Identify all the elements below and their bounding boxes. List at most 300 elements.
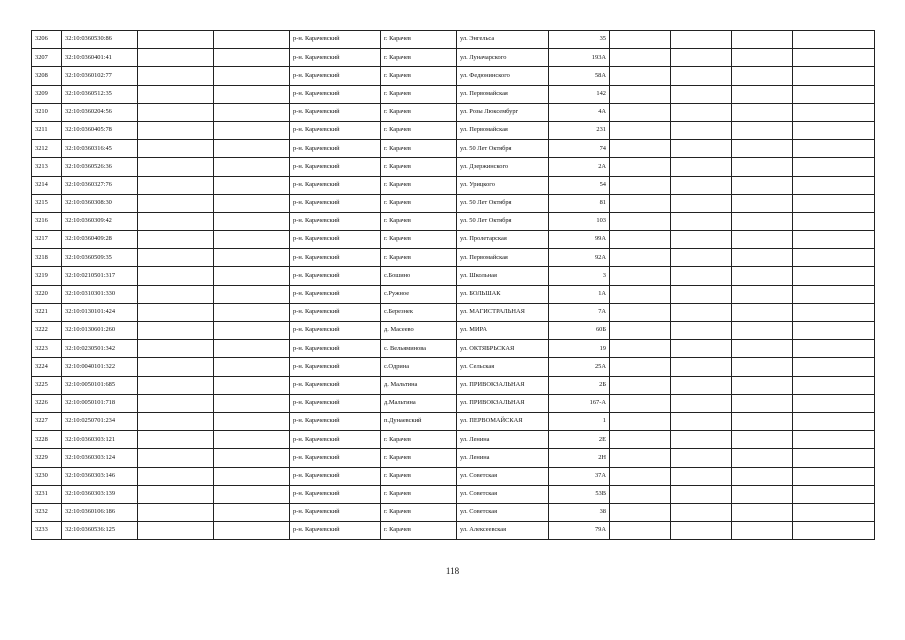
locality-cell: с. Вельяминова	[381, 340, 457, 358]
row-number-cell: 3210	[32, 103, 62, 121]
empty-cell	[214, 485, 290, 503]
locality-cell: г. Карачев	[381, 176, 457, 194]
table-row	[32, 140, 875, 158]
house-number-cell: 79А	[549, 522, 610, 540]
table-row	[32, 67, 875, 85]
empty-cell	[732, 103, 793, 121]
empty-cell	[793, 285, 875, 303]
district-cell: р-н. Карачевский	[290, 376, 381, 394]
empty-cell	[214, 467, 290, 485]
empty-cell	[138, 340, 214, 358]
house-number-cell: 53В	[549, 485, 610, 503]
locality-cell: г. Карачев	[381, 103, 457, 121]
locality-cell: д. Масеево	[381, 322, 457, 340]
empty-cell	[732, 412, 793, 430]
empty-cell	[671, 103, 732, 121]
empty-cell	[793, 376, 875, 394]
street-cell: ул. ПЕРВОМАЙСКАЯ	[457, 412, 549, 430]
empty-cell	[671, 67, 732, 85]
house-number-cell: 38	[549, 503, 610, 521]
house-number-cell: 1	[549, 412, 610, 430]
house-number-cell: 92А	[549, 249, 610, 267]
empty-cell	[732, 249, 793, 267]
empty-cell	[732, 467, 793, 485]
empty-cell	[793, 103, 875, 121]
cadastral-number-cell: 32:10:0360401:41	[62, 49, 138, 67]
empty-cell	[671, 176, 732, 194]
empty-cell	[214, 340, 290, 358]
table-row	[32, 194, 875, 212]
empty-cell	[610, 31, 671, 49]
table-row	[32, 49, 875, 67]
district-cell: р-н. Карачевский	[290, 49, 381, 67]
street-cell: ул. Сельская	[457, 358, 549, 376]
empty-cell	[793, 212, 875, 230]
table-row	[32, 503, 875, 521]
cadastral-number-cell: 32:10:0360309:42	[62, 212, 138, 230]
district-cell: р-н. Карачевский	[290, 340, 381, 358]
empty-cell	[793, 85, 875, 103]
cadastral-number-cell: 32:10:0310301:330	[62, 285, 138, 303]
table-row	[32, 31, 875, 49]
house-number-cell: 54	[549, 176, 610, 194]
house-number-cell: 2Б	[549, 376, 610, 394]
cadastral-number-cell: 32:10:0130101:424	[62, 303, 138, 321]
locality-cell: д.Мальтина	[381, 394, 457, 412]
empty-cell	[214, 322, 290, 340]
cadastral-number-cell: 32:10:0050101:685	[62, 376, 138, 394]
house-number-cell: 35	[549, 31, 610, 49]
empty-cell	[671, 394, 732, 412]
empty-cell	[610, 431, 671, 449]
empty-cell	[138, 31, 214, 49]
empty-cell	[610, 158, 671, 176]
empty-cell	[793, 449, 875, 467]
empty-cell	[732, 212, 793, 230]
empty-cell	[610, 376, 671, 394]
empty-cell	[138, 267, 214, 285]
row-number-cell: 3232	[32, 503, 62, 521]
locality-cell: с.Одрина	[381, 358, 457, 376]
table-row	[32, 358, 875, 376]
empty-cell	[732, 503, 793, 521]
cadastral-number-cell: 32:10:0360509:35	[62, 249, 138, 267]
house-number-cell: 3	[549, 267, 610, 285]
empty-cell	[610, 67, 671, 85]
empty-cell	[214, 412, 290, 430]
empty-cell	[671, 412, 732, 430]
empty-cell	[793, 176, 875, 194]
cadastral-number-cell: 32:10:0360303:139	[62, 485, 138, 503]
locality-cell: д. Мальтина	[381, 376, 457, 394]
house-number-cell: 142	[549, 85, 610, 103]
street-cell: ул. Советская	[457, 485, 549, 503]
cadastral-number-cell: 32:10:0360512:35	[62, 85, 138, 103]
empty-cell	[214, 140, 290, 158]
empty-cell	[732, 67, 793, 85]
district-cell: р-н. Карачевский	[290, 467, 381, 485]
empty-cell	[671, 431, 732, 449]
empty-cell	[732, 285, 793, 303]
district-cell: р-н. Карачевский	[290, 31, 381, 49]
row-number-cell: 3231	[32, 485, 62, 503]
empty-cell	[793, 322, 875, 340]
empty-cell	[793, 158, 875, 176]
empty-cell	[671, 303, 732, 321]
locality-cell: г. Карачев	[381, 485, 457, 503]
empty-cell	[671, 121, 732, 139]
empty-cell	[671, 85, 732, 103]
empty-cell	[793, 249, 875, 267]
locality-cell: г. Карачев	[381, 449, 457, 467]
empty-cell	[214, 522, 290, 540]
empty-cell	[671, 267, 732, 285]
table-row	[32, 285, 875, 303]
empty-cell	[610, 394, 671, 412]
street-cell: ул. ПРИВОКЗАЛЬНАЯ	[457, 376, 549, 394]
house-number-cell: 74	[549, 140, 610, 158]
cadastral-number-cell: 32:10:0250701:234	[62, 412, 138, 430]
district-cell: р-н. Карачевский	[290, 503, 381, 521]
street-cell: ул. Школьная	[457, 267, 549, 285]
row-number-cell: 3215	[32, 194, 62, 212]
locality-cell: г. Карачев	[381, 467, 457, 485]
empty-cell	[671, 285, 732, 303]
row-number-cell: 3226	[32, 394, 62, 412]
row-number-cell: 3206	[32, 31, 62, 49]
row-number-cell: 3216	[32, 212, 62, 230]
table-row	[32, 467, 875, 485]
locality-cell: г. Карачев	[381, 194, 457, 212]
empty-cell	[610, 176, 671, 194]
district-cell: р-н. Карачевский	[290, 522, 381, 540]
locality-cell: г. Карачев	[381, 121, 457, 139]
house-number-cell: 103	[549, 212, 610, 230]
empty-cell	[214, 394, 290, 412]
district-cell: р-н. Карачевский	[290, 394, 381, 412]
street-cell: ул. Первомайская	[457, 121, 549, 139]
empty-cell	[793, 303, 875, 321]
empty-cell	[214, 194, 290, 212]
empty-cell	[610, 285, 671, 303]
street-cell: ул. МАГИСТРАЛЬНАЯ	[457, 303, 549, 321]
empty-cell	[671, 522, 732, 540]
empty-cell	[610, 322, 671, 340]
empty-cell	[732, 303, 793, 321]
district-cell: р-н. Карачевский	[290, 158, 381, 176]
table-row	[32, 376, 875, 394]
district-cell: р-н. Карачевский	[290, 285, 381, 303]
street-cell: ул. Дзержинского	[457, 158, 549, 176]
empty-cell	[610, 85, 671, 103]
empty-cell	[793, 412, 875, 430]
empty-cell	[138, 358, 214, 376]
empty-cell	[793, 503, 875, 521]
row-number-cell: 3208	[32, 67, 62, 85]
district-cell: р-н. Карачевский	[290, 431, 381, 449]
locality-cell: г. Карачев	[381, 212, 457, 230]
empty-cell	[214, 67, 290, 85]
empty-cell	[138, 85, 214, 103]
empty-cell	[732, 85, 793, 103]
locality-cell: с.Бошино	[381, 267, 457, 285]
empty-cell	[610, 121, 671, 139]
empty-cell	[214, 431, 290, 449]
empty-cell	[671, 31, 732, 49]
empty-cell	[138, 158, 214, 176]
street-cell: ул. 50 Лет Октября	[457, 212, 549, 230]
registry-table	[31, 30, 875, 540]
house-number-cell: 2Е	[549, 431, 610, 449]
street-cell: ул. 50 Лет Октября	[457, 194, 549, 212]
empty-cell	[138, 412, 214, 430]
empty-cell	[214, 31, 290, 49]
row-number-cell: 3221	[32, 303, 62, 321]
cadastral-number-cell: 32:10:0360409:28	[62, 231, 138, 249]
empty-cell	[138, 322, 214, 340]
cadastral-number-cell: 32:10:0210501:317	[62, 267, 138, 285]
house-number-cell: 4А	[549, 103, 610, 121]
table-row	[32, 158, 875, 176]
street-cell: ул. ОКТЯБРЬСКАЯ	[457, 340, 549, 358]
empty-cell	[793, 49, 875, 67]
table-row	[32, 176, 875, 194]
locality-cell: г. Карачев	[381, 231, 457, 249]
row-number-cell: 3223	[32, 340, 62, 358]
empty-cell	[793, 140, 875, 158]
cadastral-number-cell: 32:10:0040101:322	[62, 358, 138, 376]
empty-cell	[138, 467, 214, 485]
empty-cell	[671, 449, 732, 467]
locality-cell: с.Ружное	[381, 285, 457, 303]
locality-cell: г. Карачев	[381, 140, 457, 158]
table-row	[32, 485, 875, 503]
empty-cell	[671, 49, 732, 67]
locality-cell: г. Карачев	[381, 158, 457, 176]
district-cell: р-н. Карачевский	[290, 303, 381, 321]
empty-cell	[610, 449, 671, 467]
empty-cell	[214, 212, 290, 230]
row-number-cell: 3213	[32, 158, 62, 176]
empty-cell	[793, 431, 875, 449]
row-number-cell: 3218	[32, 249, 62, 267]
street-cell: ул. Ленина	[457, 449, 549, 467]
district-cell: р-н. Карачевский	[290, 267, 381, 285]
cadastral-number-cell: 32:10:0360102:77	[62, 67, 138, 85]
empty-cell	[793, 121, 875, 139]
table-row	[32, 121, 875, 139]
empty-cell	[138, 176, 214, 194]
row-number-cell: 3211	[32, 121, 62, 139]
empty-cell	[793, 194, 875, 212]
empty-cell	[732, 176, 793, 194]
empty-cell	[138, 194, 214, 212]
empty-cell	[214, 176, 290, 194]
house-number-cell: 60Б	[549, 322, 610, 340]
locality-cell: г. Карачев	[381, 249, 457, 267]
street-cell: ул. Урицкого	[457, 176, 549, 194]
cadastral-number-cell: 32:10:0360106:186	[62, 503, 138, 521]
empty-cell	[610, 140, 671, 158]
cadastral-number-cell: 32:10:0360308:30	[62, 194, 138, 212]
empty-cell	[214, 49, 290, 67]
empty-cell	[793, 485, 875, 503]
table-row	[32, 449, 875, 467]
house-number-cell: 37А	[549, 467, 610, 485]
empty-cell	[732, 394, 793, 412]
row-number-cell: 3229	[32, 449, 62, 467]
empty-cell	[793, 31, 875, 49]
empty-cell	[138, 67, 214, 85]
district-cell: р-н. Карачевский	[290, 322, 381, 340]
row-number-cell: 3227	[32, 412, 62, 430]
locality-cell: с.Березнек	[381, 303, 457, 321]
empty-cell	[610, 231, 671, 249]
empty-cell	[671, 140, 732, 158]
locality-cell: г. Карачев	[381, 49, 457, 67]
empty-cell	[793, 394, 875, 412]
page-number: 118	[445, 566, 460, 576]
cadastral-number-cell: 32:10:0360526:36	[62, 158, 138, 176]
empty-cell	[610, 212, 671, 230]
empty-cell	[138, 485, 214, 503]
empty-cell	[610, 522, 671, 540]
district-cell: р-н. Карачевский	[290, 194, 381, 212]
table-row	[32, 85, 875, 103]
cadastral-number-cell: 32:10:0360204:56	[62, 103, 138, 121]
table-row	[32, 522, 875, 540]
empty-cell	[138, 249, 214, 267]
district-cell: р-н. Карачевский	[290, 485, 381, 503]
empty-cell	[732, 449, 793, 467]
empty-cell	[671, 503, 732, 521]
table-row	[32, 231, 875, 249]
empty-cell	[793, 67, 875, 85]
empty-cell	[138, 376, 214, 394]
empty-cell	[671, 231, 732, 249]
street-cell: ул. Федюнинского	[457, 67, 549, 85]
table-row	[32, 431, 875, 449]
empty-cell	[138, 431, 214, 449]
empty-cell	[138, 140, 214, 158]
table-row	[32, 267, 875, 285]
empty-cell	[671, 340, 732, 358]
row-number-cell: 3220	[32, 285, 62, 303]
cadastral-number-cell: 32:10:0360327:76	[62, 176, 138, 194]
district-cell: р-н. Карачевский	[290, 231, 381, 249]
empty-cell	[732, 158, 793, 176]
empty-cell	[732, 522, 793, 540]
district-cell: р-н. Карачевский	[290, 412, 381, 430]
district-cell: р-н. Карачевский	[290, 103, 381, 121]
street-cell: ул. Первомайская	[457, 85, 549, 103]
cadastral-number-cell: 32:10:0360303:124	[62, 449, 138, 467]
empty-cell	[610, 249, 671, 267]
house-number-cell: 167-А	[549, 394, 610, 412]
locality-cell: г. Карачев	[381, 31, 457, 49]
empty-cell	[793, 467, 875, 485]
street-cell: ул. Советская	[457, 467, 549, 485]
empty-cell	[610, 358, 671, 376]
street-cell: ул. Розы Люксембург	[457, 103, 549, 121]
row-number-cell: 3225	[32, 376, 62, 394]
house-number-cell: 2Н	[549, 449, 610, 467]
row-number-cell: 3233	[32, 522, 62, 540]
empty-cell	[138, 231, 214, 249]
table-row	[32, 212, 875, 230]
empty-cell	[138, 103, 214, 121]
house-number-cell: 58А	[549, 67, 610, 85]
district-cell: р-н. Карачевский	[290, 249, 381, 267]
empty-cell	[138, 285, 214, 303]
house-number-cell: 193А	[549, 49, 610, 67]
street-cell: ул. Алексеевская	[457, 522, 549, 540]
empty-cell	[610, 485, 671, 503]
district-cell: р-н. Карачевский	[290, 67, 381, 85]
street-cell: ул. 50 Лет Октября	[457, 140, 549, 158]
empty-cell	[214, 303, 290, 321]
empty-cell	[793, 231, 875, 249]
street-cell: ул. Пролетарская	[457, 231, 549, 249]
street-cell: ул. ПРИВОКЗАЛЬНАЯ	[457, 394, 549, 412]
registry-table-body	[32, 31, 875, 540]
empty-cell	[732, 31, 793, 49]
empty-cell	[138, 394, 214, 412]
row-number-cell: 3209	[32, 85, 62, 103]
street-cell: ул. БОЛЬШАК	[457, 285, 549, 303]
empty-cell	[671, 249, 732, 267]
empty-cell	[671, 467, 732, 485]
district-cell: р-н. Карачевский	[290, 121, 381, 139]
empty-cell	[732, 431, 793, 449]
district-cell: р-н. Карачевский	[290, 140, 381, 158]
street-cell: ул. Советская	[457, 503, 549, 521]
cadastral-number-cell: 32:10:0360303:121	[62, 431, 138, 449]
empty-cell	[732, 49, 793, 67]
house-number-cell: 231	[549, 121, 610, 139]
empty-cell	[214, 231, 290, 249]
empty-cell	[214, 358, 290, 376]
cadastral-number-cell: 32:10:0360316:45	[62, 140, 138, 158]
district-cell: р-н. Карачевский	[290, 449, 381, 467]
house-number-cell: 99А	[549, 231, 610, 249]
empty-cell	[138, 121, 214, 139]
empty-cell	[214, 376, 290, 394]
empty-cell	[671, 322, 732, 340]
empty-cell	[732, 194, 793, 212]
empty-cell	[610, 103, 671, 121]
street-cell: ул. Луначарского	[457, 49, 549, 67]
empty-cell	[138, 503, 214, 521]
empty-cell	[214, 85, 290, 103]
row-number-cell: 3224	[32, 358, 62, 376]
empty-cell	[732, 376, 793, 394]
street-cell: ул. Ленина	[457, 431, 549, 449]
empty-cell	[732, 322, 793, 340]
empty-cell	[793, 522, 875, 540]
empty-cell	[214, 267, 290, 285]
cadastral-number-cell: 32:10:0050101:718	[62, 394, 138, 412]
row-number-cell: 3217	[32, 231, 62, 249]
empty-cell	[610, 412, 671, 430]
cadastral-number-cell: 32:10:0360303:146	[62, 467, 138, 485]
row-number-cell: 3228	[32, 431, 62, 449]
empty-cell	[138, 522, 214, 540]
row-number-cell: 3222	[32, 322, 62, 340]
street-cell: ул. Первомайская	[457, 249, 549, 267]
locality-cell: г. Карачев	[381, 522, 457, 540]
empty-cell	[671, 158, 732, 176]
